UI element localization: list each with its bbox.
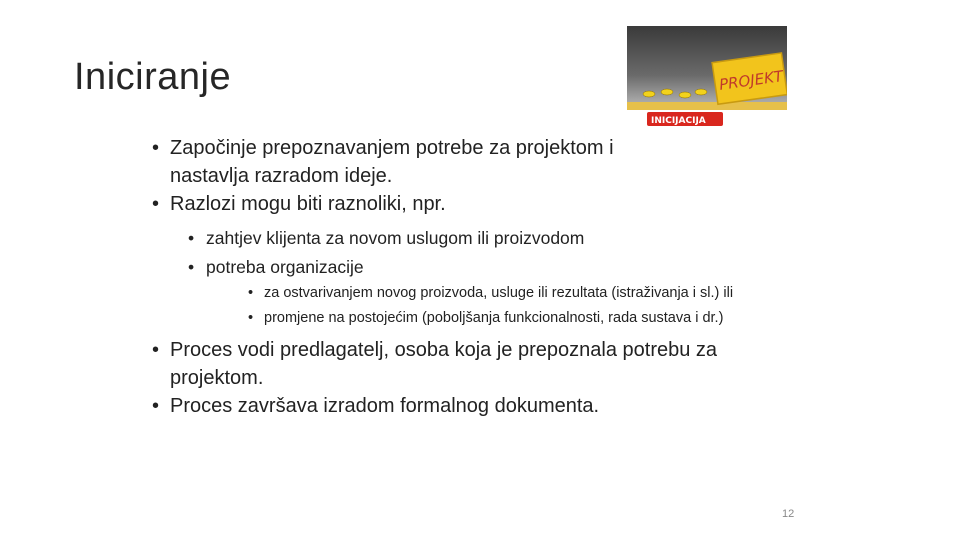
bullet-text: Razlozi mogu biti raznoliki, npr.	[170, 193, 446, 215]
sub-bullet-text: potreba organizacije	[206, 257, 364, 277]
sub-sub-bullet-text: promjene na postojećim (poboljšanja funkcionalnosti, rada sustava i dr.)	[264, 310, 724, 326]
sub-sub-bullet-list	[246, 284, 810, 328]
slide-title: Iniciranje	[74, 56, 232, 98]
bullet-text: Proces završava izradom formalnog dokumenta.	[170, 395, 600, 417]
sign-text: PROJEKT	[718, 67, 785, 94]
sign-board	[712, 53, 787, 104]
bullet-list	[150, 134, 810, 420]
ground	[627, 102, 787, 110]
sub-bullet-list	[186, 224, 810, 328]
bullet-text: Proces vodi predlagatelj, osoba koja je prepoznala potrebu za projektom.	[170, 339, 718, 389]
sub-sub-bullet-item	[246, 309, 810, 328]
sub-bullet-text: zahtjev klijenta za novom uslugom ili proizvodom	[206, 228, 585, 248]
slide-content	[150, 134, 810, 420]
bullet-item	[150, 134, 640, 190]
sub-sub-bullet-item	[246, 284, 810, 303]
sub-sub-bullet-text: za ostvarivanjem novog proizvoda, usluge ili rezultata (istraživanja i sl.) ili	[264, 285, 734, 301]
project-initiation-illustration	[627, 26, 787, 130]
banner-text: INICIJACIJA	[651, 116, 706, 126]
sub-bullet-item	[186, 224, 810, 253]
bullet-item	[150, 336, 810, 392]
bullet-item	[150, 392, 810, 420]
bullet-item	[150, 190, 810, 328]
bullet-text: Započinje prepoznavanjem potrebe za projektom i nastavlja razradom ideje.	[170, 137, 614, 187]
page-number: 12	[782, 508, 795, 520]
sub-bullet-item	[186, 253, 810, 328]
